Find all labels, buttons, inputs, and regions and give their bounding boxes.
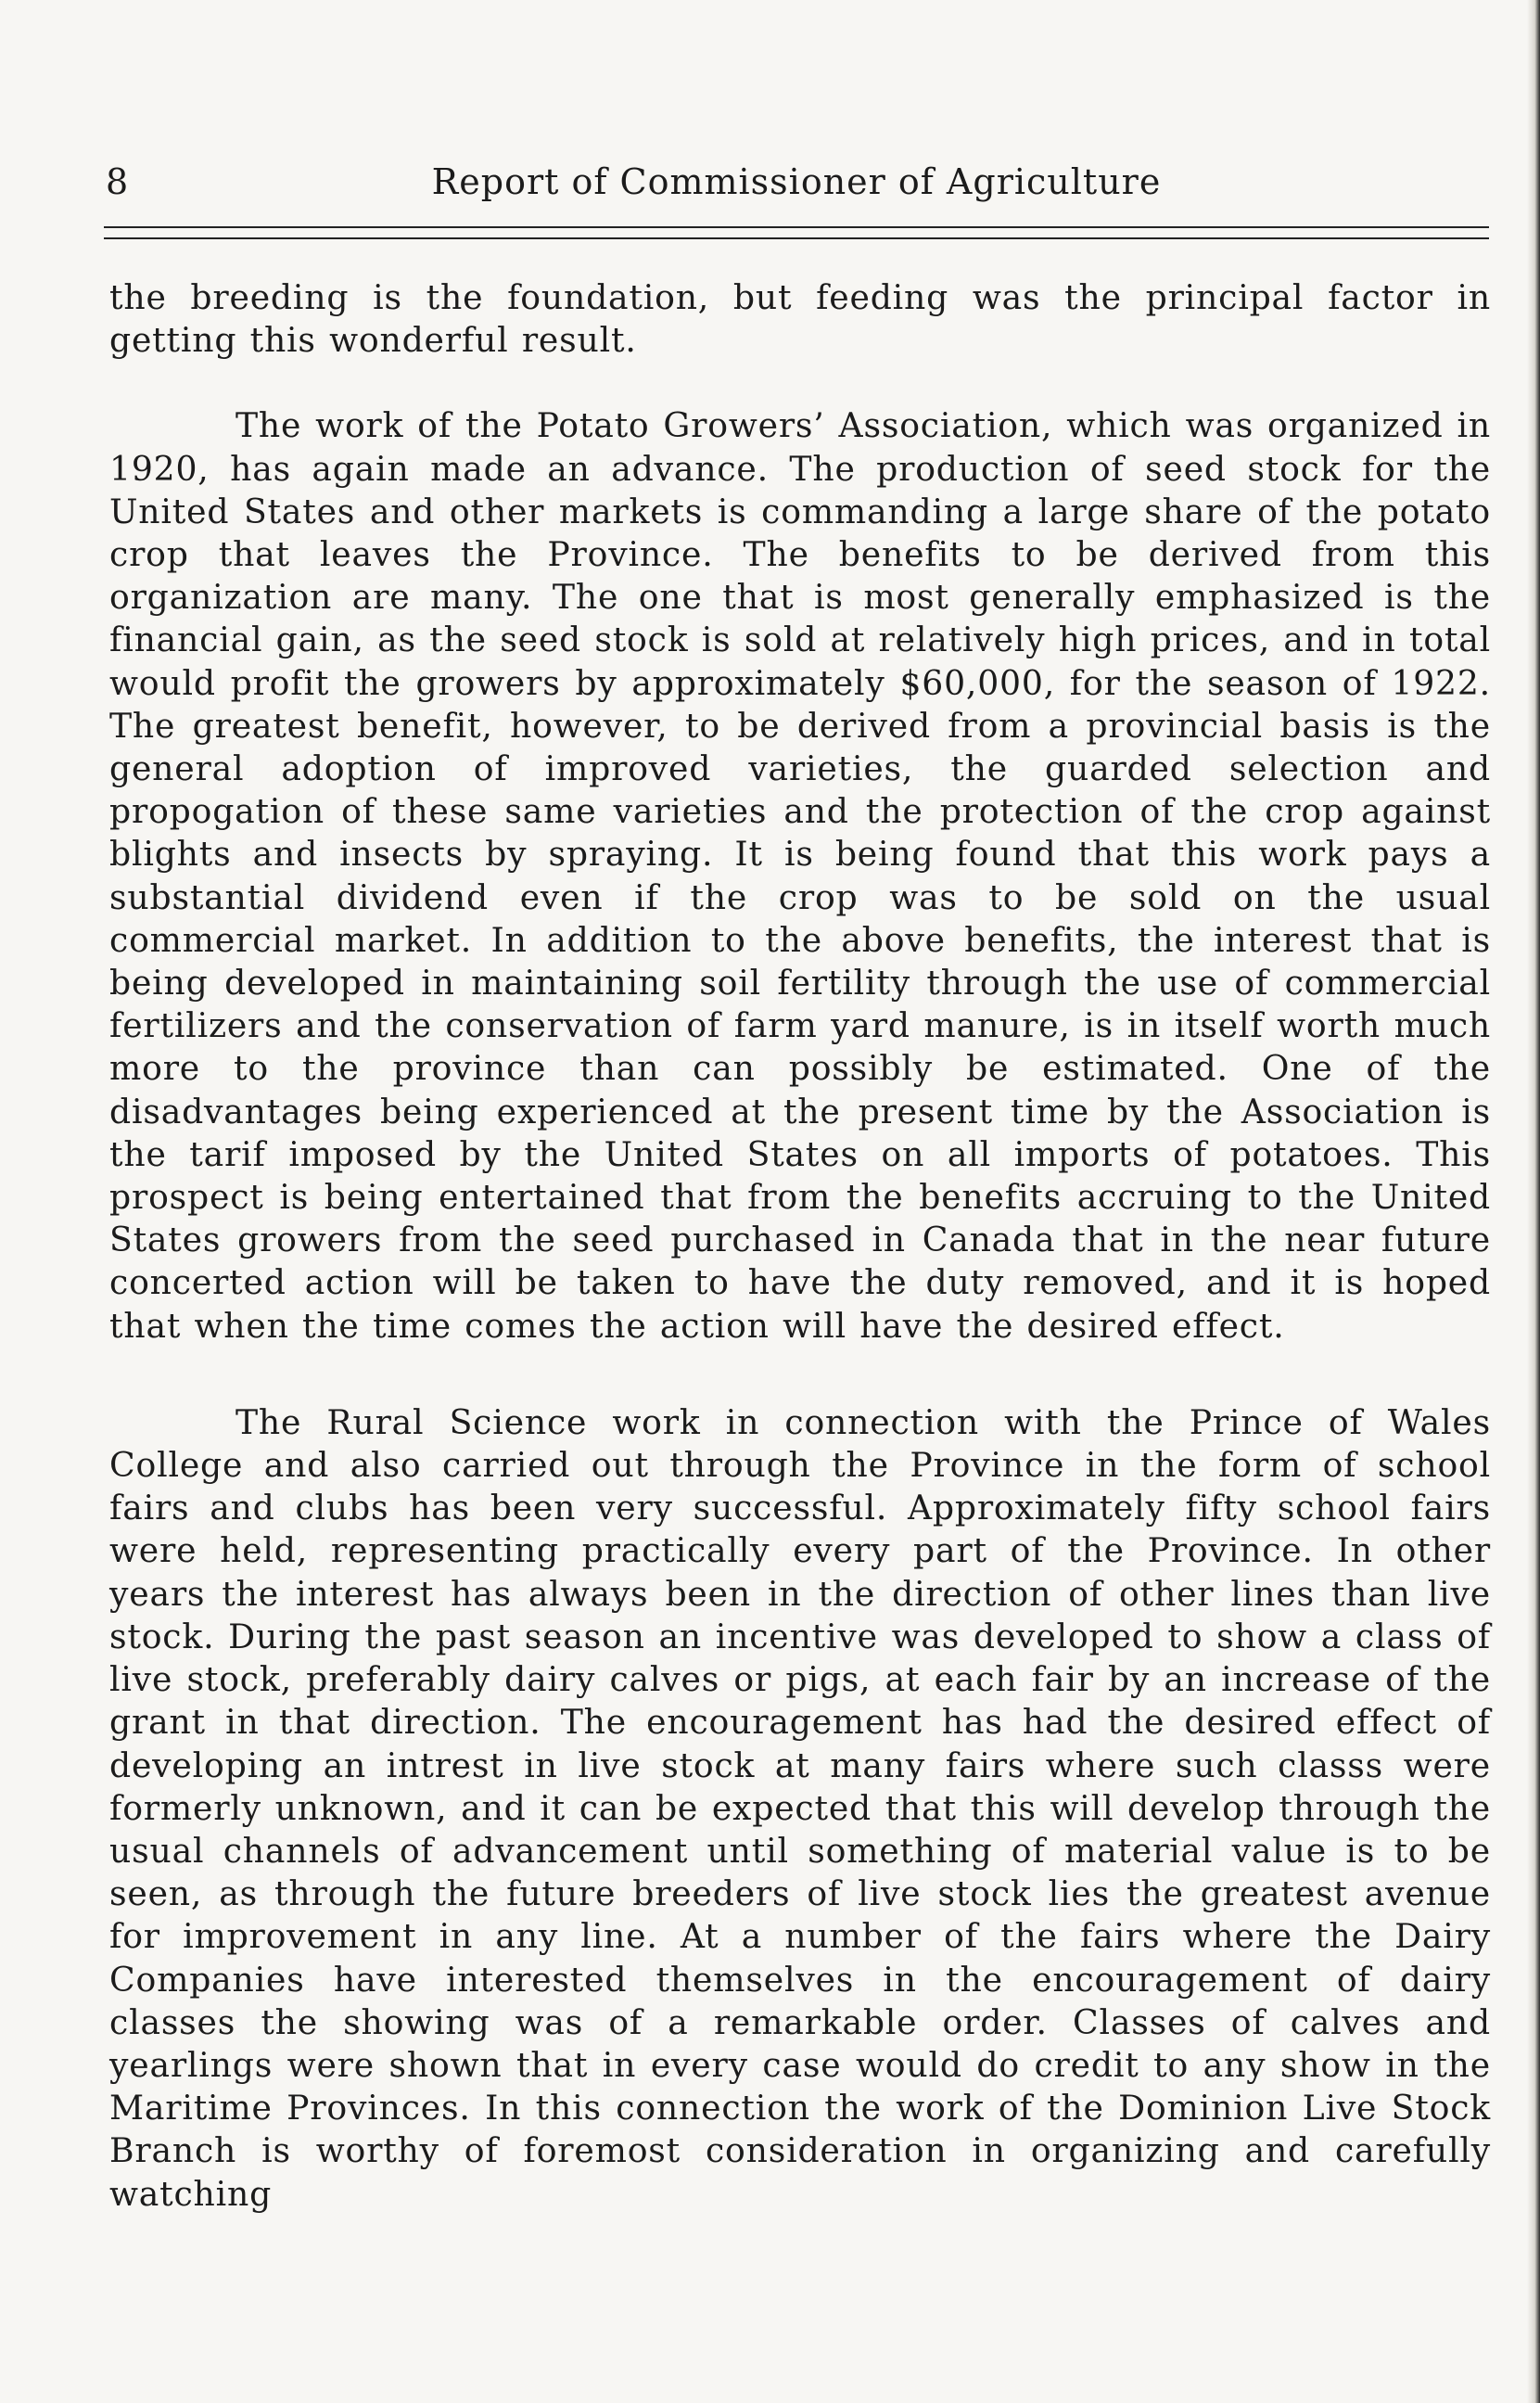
page-edge-shadow [1527, 0, 1540, 2403]
paragraph-continued: the breeding is the foundation, but feeding was the principal factor in getting this wonderful result. [109, 277, 1491, 361]
paragraph-gap [109, 1348, 1491, 1401]
paragraph-gap [109, 362, 1491, 404]
running-title: Report of Commissioner of Agriculture [431, 161, 1162, 202]
header-rule-top [104, 226, 1489, 228]
page-body [109, 276, 1491, 2216]
paragraph-potato-growers: The work of the Potato Growers’ Association, which was organized in 1920, has again made an advance. The production of seed stock for the United States and other markets is commanding a large share of the potato crop that leaves the Province. The benefits to be derived from this organization are many. The one that is most generally emphasized is the financial gain, as the seed stock is sold at relatively high prices, and in total would profit the growers by approximately $60,000, for the season of 1922. The greatest benefit, however, to be derived from a provincial basis is the general adoption of improved varieties, the guarded selection and propogation of these same varieties and the protection of the crop against blights and insects by spraying. It is being found that this work pays a substantial dividend even if the crop was to be sold on the usual commercial market. In addition to the above benefits, the interest that is being developed in maintaining soil fertility through the use of commercial fertilizers and the conservation of farm yard manure, is in itself worth much more to the province than can possibly be estimated. One of the disadvantages being experienced at the present time by the Association is the tarif imposed by the United States on all imports of potatoes. This prospect is being entertained that from the benefits accruing to the United States growers from the seed purchased in Canada that in the near future concerted action will be taken to have the duty removed, and it is hoped that when the time comes the action will have the desired effect. [109, 405, 1491, 1346]
paragraph-rural-science: The Rural Science work in connection with the Prince of Wales College and also carried out through the Province in the form of school fairs and clubs has been very successful. Approximately fifty school fairs were held, representing practically every part of the Province. In other years the interest has always been in the direction of other lines than live stock. During the past season an incentive was developed to show a class of live stock, preferably dairy calves or pigs, at each fair by an increase of the grant in that direction. The encouragement has had the desired effect of developing an intrest in live stock at many fairs where such classs were formerly unknown, and it can be expected that this will develop through the usual channels of advancement until something of material value is to be seen, as through the future breeders of live stock lies the greatest avenue for improvement in any line. At a number of the fairs where the Dairy Companies have interested themselves in the encouragement of dairy classes the showing was of a remarkable order. Classes of calves and yearlings were shown that in every case would do credit to any show in the Maritime Provinces. In this connection the work of the Dominion Live Stock Branch is worthy of foremost consideration in organizing and carefully watching [109, 1401, 1491, 2214]
header-rule-bottom [104, 237, 1489, 239]
page-header [106, 156, 1487, 211]
page-number: 8 [106, 161, 129, 202]
